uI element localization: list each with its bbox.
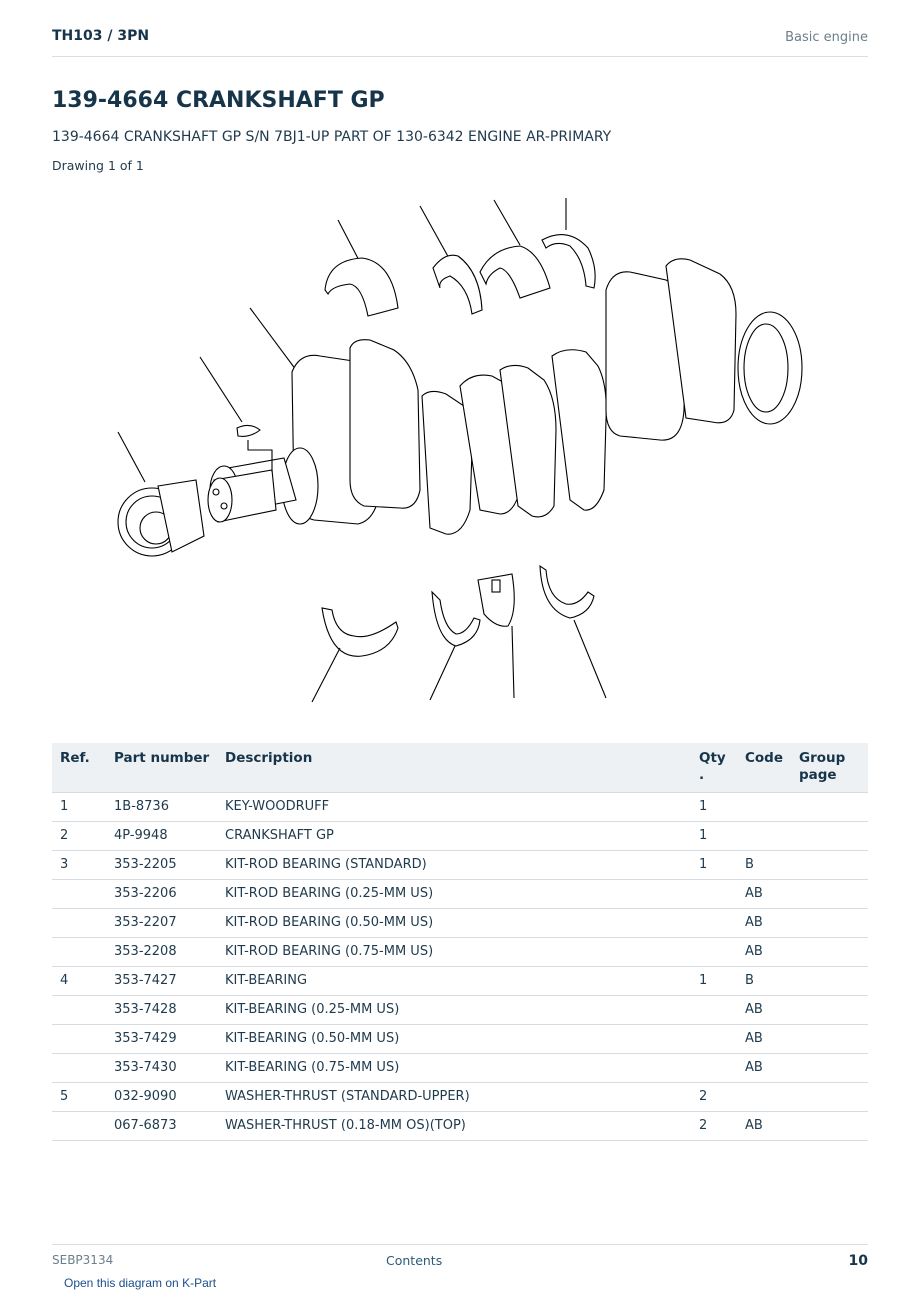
cell-part-number: 353-7429: [110, 1025, 221, 1054]
cell-part-number: 032-9090: [110, 1083, 221, 1112]
cell-qty: [695, 1025, 741, 1054]
cell-ref: [52, 1112, 110, 1141]
kpart-link[interactable]: Open this diagram on K-Part: [64, 1276, 217, 1290]
cell-group-page: [795, 793, 868, 822]
cell-description: KIT-BEARING (0.50-MM US): [221, 1025, 695, 1054]
table-row: [52, 967, 868, 996]
cell-ref: [52, 909, 110, 938]
cell-qty: [695, 938, 741, 967]
crankshaft-exploded-diagram: [100, 190, 820, 710]
cell-description: KIT-BEARING (0.25-MM US): [221, 996, 695, 1025]
cell-description: KIT-ROD BEARING (STANDARD): [221, 851, 695, 880]
cell-description: WASHER-THRUST (0.18-MM OS)(TOP): [221, 1112, 695, 1141]
cell-part-number: 353-2207: [110, 909, 221, 938]
cell-part-number: 4P-9948: [110, 822, 221, 851]
cell-ref: [52, 938, 110, 967]
cell-ref: 2: [52, 822, 110, 851]
cell-description: CRANKSHAFT GP: [221, 822, 695, 851]
page-title: 139-4664 CRANKSHAFT GP: [52, 88, 385, 113]
cell-ref: [52, 1054, 110, 1083]
cell-qty: 1: [695, 793, 741, 822]
page-subtitle: 139-4664 CRANKSHAFT GP S/N 7BJ1-UP PART OF 130-6342 ENGINE AR-PRIMARY: [52, 129, 612, 145]
cell-ref: [52, 1025, 110, 1054]
cell-code: [741, 1083, 795, 1112]
parts-table: [52, 743, 868, 1141]
table-row: [52, 909, 868, 938]
cell-ref: 3: [52, 851, 110, 880]
cell-qty: 1: [695, 851, 741, 880]
cell-code: AB: [741, 909, 795, 938]
cell-group-page: [795, 1054, 868, 1083]
model-label: TH103 / 3PN: [52, 28, 150, 44]
table-row: [52, 851, 868, 880]
cell-code: [741, 793, 795, 822]
cell-ref: [52, 880, 110, 909]
col-ref: Ref.: [52, 743, 110, 793]
cell-group-page: [795, 967, 868, 996]
cell-description: KEY-WOODRUFF: [221, 793, 695, 822]
cell-qty: [695, 880, 741, 909]
cell-group-page: [795, 1083, 868, 1112]
cell-group-page: [795, 880, 868, 909]
table-row: [52, 822, 868, 851]
cell-description: KIT-ROD BEARING (0.25-MM US): [221, 880, 695, 909]
cell-qty: [695, 909, 741, 938]
cell-group-page: [795, 851, 868, 880]
cell-group-page: [795, 822, 868, 851]
cell-code: B: [741, 851, 795, 880]
page-header: [52, 28, 868, 57]
col-part-number: Part number: [110, 743, 221, 793]
page-number: 10: [848, 1253, 868, 1269]
contents-link[interactable]: Contents: [386, 1253, 443, 1268]
cell-code: B: [741, 967, 795, 996]
document-id: SEBP3134: [52, 1253, 114, 1267]
table-row: [52, 938, 868, 967]
cell-group-page: [795, 1025, 868, 1054]
col-group-page: Group page: [795, 743, 868, 793]
cell-part-number: 353-2208: [110, 938, 221, 967]
cell-ref: 1: [52, 793, 110, 822]
cell-code: AB: [741, 938, 795, 967]
cell-part-number: 353-7430: [110, 1054, 221, 1083]
cell-qty: 1: [695, 822, 741, 851]
cell-ref: 5: [52, 1083, 110, 1112]
col-qty: Qty .: [695, 743, 741, 793]
cell-part-number: 353-7428: [110, 996, 221, 1025]
col-code: Code: [741, 743, 795, 793]
cell-group-page: [795, 996, 868, 1025]
cell-qty: [695, 1054, 741, 1083]
cell-qty: 1: [695, 967, 741, 996]
cell-description: KIT-ROD BEARING (0.75-MM US): [221, 938, 695, 967]
drawing-label: Drawing 1 of 1: [52, 158, 144, 173]
col-description: Description: [221, 743, 695, 793]
cell-code: AB: [741, 1112, 795, 1141]
cell-ref: [52, 996, 110, 1025]
table-header-row: [52, 743, 868, 793]
table-row: [52, 996, 868, 1025]
cell-code: [741, 822, 795, 851]
cell-group-page: [795, 1112, 868, 1141]
cell-code: AB: [741, 1054, 795, 1083]
page-footer: [52, 1244, 868, 1275]
cell-part-number: 067-6873: [110, 1112, 221, 1141]
cell-code: AB: [741, 1025, 795, 1054]
cell-qty: 2: [695, 1083, 741, 1112]
cell-code: AB: [741, 880, 795, 909]
gear-icon: [118, 480, 204, 556]
table-row: [52, 1112, 868, 1141]
cell-ref: 4: [52, 967, 110, 996]
cell-description: KIT-ROD BEARING (0.50-MM US): [221, 909, 695, 938]
cell-group-page: [795, 938, 868, 967]
table-row: [52, 1054, 868, 1083]
table-row: [52, 880, 868, 909]
cell-part-number: 353-2206: [110, 880, 221, 909]
cell-part-number: 1B-8736: [110, 793, 221, 822]
table-row: [52, 1083, 868, 1112]
cell-part-number: 353-2205: [110, 851, 221, 880]
cell-qty: 2: [695, 1112, 741, 1141]
cell-qty: [695, 996, 741, 1025]
cell-group-page: [795, 909, 868, 938]
cell-description: KIT-BEARING: [221, 967, 695, 996]
table-row: [52, 1025, 868, 1054]
section-label: Basic engine: [785, 30, 868, 45]
table-row: [52, 793, 868, 822]
cell-code: AB: [741, 996, 795, 1025]
cell-part-number: 353-7427: [110, 967, 221, 996]
cell-description: WASHER-THRUST (STANDARD-UPPER): [221, 1083, 695, 1112]
cell-description: KIT-BEARING (0.75-MM US): [221, 1054, 695, 1083]
